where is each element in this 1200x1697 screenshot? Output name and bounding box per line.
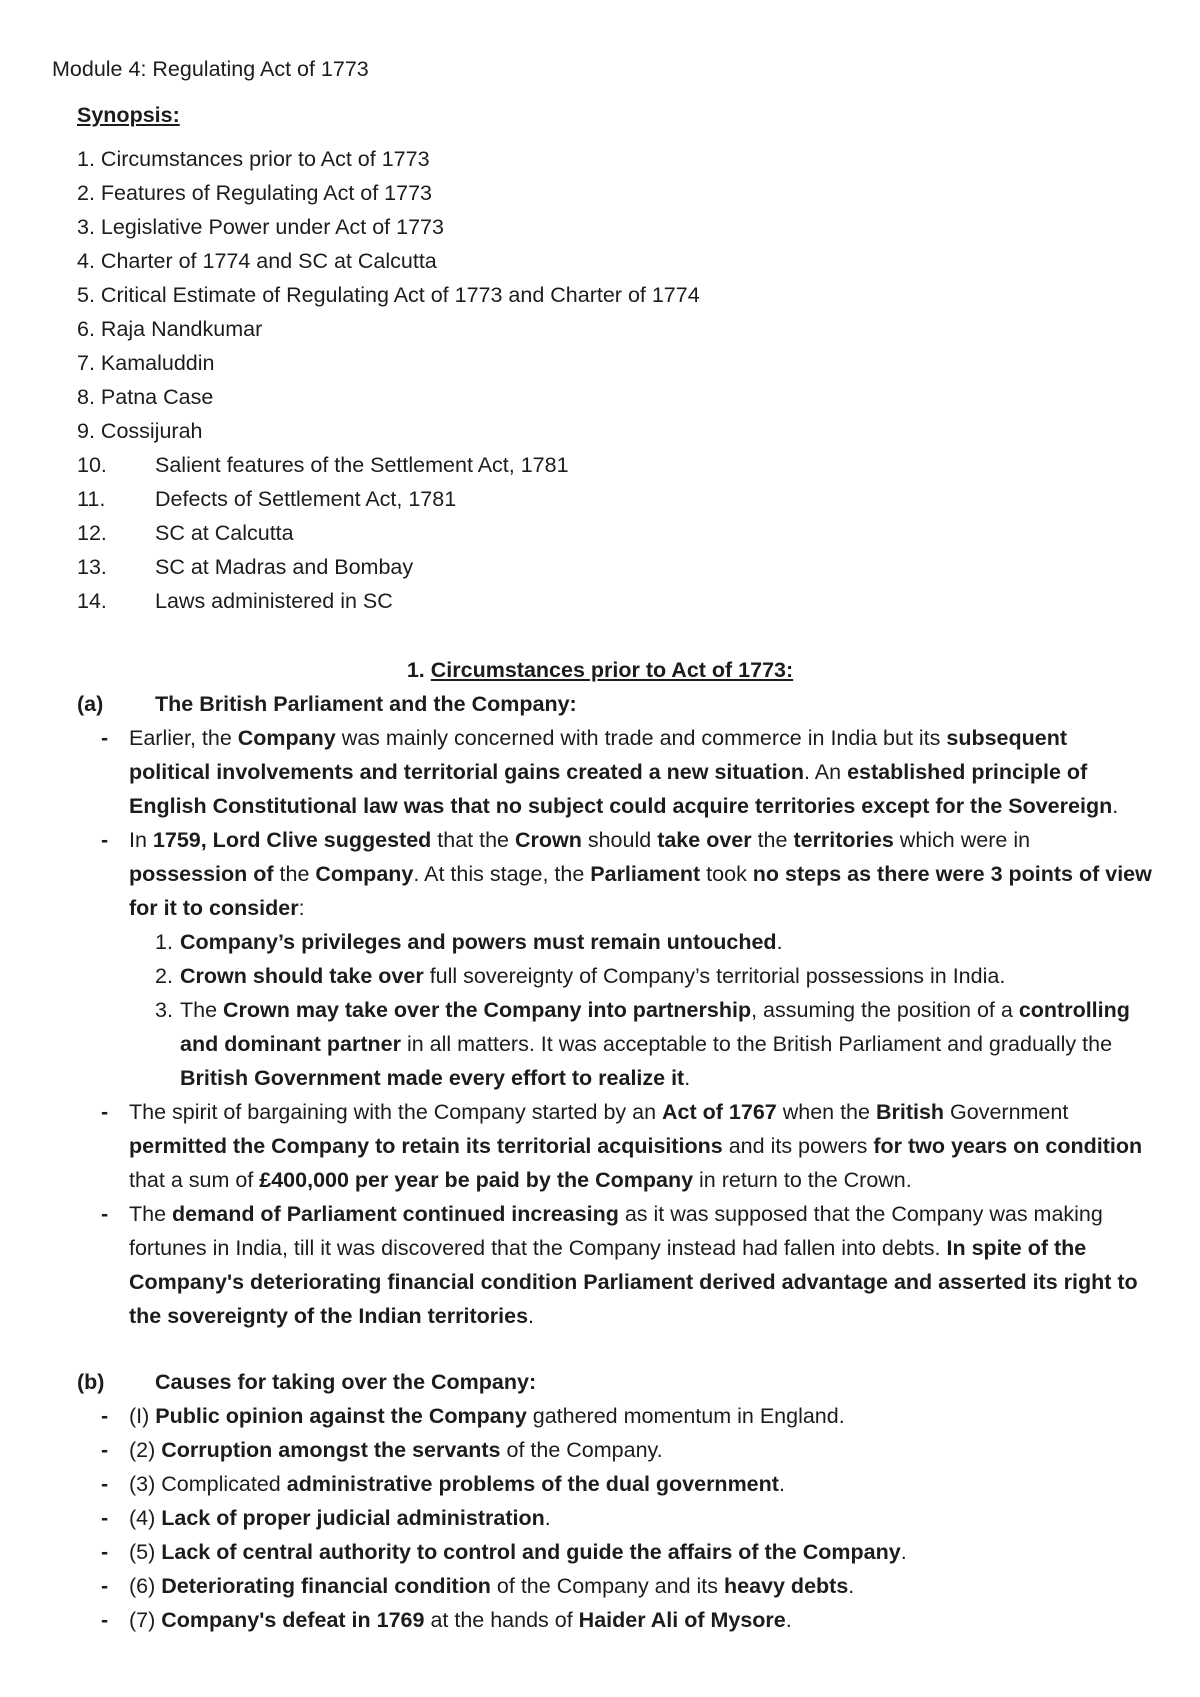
bold-run: established principle of English Constitutional law was that no subject could acquire territories except for the Sovereign [129, 760, 1113, 818]
cause-item [0, 1603, 1200, 1637]
text-run: the [751, 828, 794, 852]
synopsis-item [77, 380, 700, 414]
text-run: of the Company and its [490, 1574, 724, 1598]
bold-run: Public opinion against the Company [155, 1404, 527, 1428]
synopsis-item [77, 312, 700, 346]
text-run: which were in [893, 828, 1031, 852]
bold-run: Crown should take over [180, 964, 424, 988]
synopsis-item-text: Legislative Power under Act of 1773 [100, 215, 444, 239]
bold-run: 1759, Lord Clive suggested [152, 828, 432, 852]
text-run: , assuming the position of a [751, 998, 1019, 1022]
text-run: should [581, 828, 658, 852]
section-title [0, 653, 1200, 687]
text-run: . [848, 1574, 855, 1598]
text-run: . [778, 1472, 785, 1496]
synopsis-list [77, 142, 700, 618]
text-run: in all matters. It was acceptable to the British Parliament and gradually the [400, 1032, 1113, 1056]
module-title: Module 4: Regulating Act of 1773 [52, 57, 369, 81]
text-run: . [528, 1304, 535, 1328]
paragraph-item [0, 1197, 1200, 1333]
text-run: The [129, 1202, 173, 1226]
section-number: 1. [406, 658, 425, 682]
cause-item [0, 1535, 1200, 1569]
bold-run: Deteriorating financial condition [161, 1574, 491, 1598]
synopsis-item [77, 142, 700, 176]
viewpoint-item [129, 993, 1152, 1095]
text-run: . [785, 1608, 792, 1632]
bold-run: demand of Parliament continued increasing [172, 1202, 619, 1226]
synopsis-item-number: 11. [77, 487, 106, 511]
text-run: . [1112, 794, 1119, 818]
synopsis-item [77, 550, 700, 584]
synopsis-item [77, 278, 700, 312]
bold-run: Lack of proper judicial administration [161, 1506, 545, 1530]
text-run: (2) [129, 1438, 162, 1462]
bold-run: Corruption amongst the servants [161, 1438, 501, 1462]
subsection-a-title: The British Parliament and the Company: [155, 692, 577, 716]
text-run: . [684, 1066, 691, 1090]
cause-item [0, 1433, 1200, 1467]
causes-list [0, 1399, 1200, 1637]
bold-run: possession of [129, 862, 274, 886]
viewpoint-number: 2. [155, 964, 173, 988]
synopsis-item-text: Critical Estimate of Regulating Act of 1773 and Charter of 1774 [100, 283, 700, 307]
text-run: Earlier, the [129, 726, 238, 750]
cause-item [0, 1569, 1200, 1603]
paragraph-item [0, 823, 1200, 1095]
synopsis-item-number: 1. [77, 147, 95, 171]
text-run: . An [804, 760, 848, 784]
text-run: : [298, 896, 305, 920]
synopsis-item [77, 346, 700, 380]
viewpoint-item [129, 925, 1152, 959]
synopsis-item-number: 9. [77, 419, 95, 443]
synopsis-item [77, 244, 700, 278]
synopsis-item-text: Circumstances prior to Act of 1773 [100, 147, 430, 171]
synopsis-item-text: Laws administered in SC [155, 589, 393, 613]
synopsis-item [77, 584, 700, 618]
bold-run: Company [237, 726, 336, 750]
text-run: (I) [129, 1404, 156, 1428]
synopsis-item [77, 210, 700, 244]
synopsis-item-number: 10. [77, 453, 107, 477]
synopsis-item-text: Salient features of the Settlement Act, 1781 [155, 453, 569, 477]
synopsis-item-text: Cossijurah [100, 419, 203, 443]
subsection-b-heading [77, 1365, 536, 1399]
subsection-b-title: Causes for taking over the Company: [155, 1370, 537, 1394]
paragraph-item [0, 1095, 1200, 1197]
synopsis-item-number: 4. [77, 249, 95, 273]
bold-run: take over [657, 828, 752, 852]
bold-run: Crown may take over the Company into partnership [223, 998, 752, 1022]
synopsis-item [77, 516, 700, 550]
text-run: took [700, 862, 753, 886]
bold-run: British Government made every effort to realize it [180, 1066, 685, 1090]
text-run: (3) Complicated [129, 1472, 287, 1496]
text-run: . [544, 1506, 551, 1530]
cause-item [0, 1399, 1200, 1433]
viewpoints-list [129, 925, 1152, 1095]
text-run: The [180, 998, 224, 1022]
bold-run: subsequent political involvements and territorial gains created a new situation [129, 726, 1068, 784]
bold-run: Lack of central authority to control and guide the affairs of the Company [161, 1540, 901, 1564]
text-run: when the [776, 1100, 876, 1124]
bold-run: In spite of the Company's deteriorating financial condition Parliament derived advantage and asserted its right to the sovereignty of the Indian territories [129, 1236, 1138, 1328]
bold-run: Company’s privileges and powers must remain untouched [180, 930, 777, 954]
text-run: in return to the Crown. [693, 1168, 912, 1192]
cause-item [0, 1467, 1200, 1501]
text-run: that the [431, 828, 515, 852]
bold-run: for two years on condition [873, 1134, 1143, 1158]
text-run: of the Company. [500, 1438, 663, 1462]
synopsis-item-number: 6. [77, 317, 95, 341]
text-run: The spirit of bargaining with the Company started by an [129, 1100, 663, 1124]
paragraph-item [0, 721, 1200, 823]
bold-run: British [875, 1100, 945, 1124]
synopsis-item-number: 5. [77, 283, 95, 307]
subsection-a-list [0, 721, 1200, 1333]
synopsis-item-number: 14. [77, 589, 107, 613]
viewpoint-number: 1. [155, 930, 173, 954]
synopsis-item-number: 8. [77, 385, 95, 409]
synopsis-item-number: 7. [77, 351, 95, 375]
bold-run: £400,000 per year be paid by the Company [259, 1168, 694, 1192]
text-run: (4) [129, 1506, 162, 1530]
text-run: the [273, 862, 316, 886]
bold-run: territories [793, 828, 894, 852]
bold-run: controlling and dominant partner [180, 998, 1130, 1056]
synopsis-item [77, 482, 700, 516]
subsection-b-letter: (b) [77, 1370, 105, 1394]
text-run: as it was supposed that the Company was making fortunes in India, till it was discovered that the Company instead had fallen into debts. [129, 1202, 1103, 1260]
cause-item [0, 1501, 1200, 1535]
synopsis-item-text: Patna Case [100, 385, 214, 409]
synopsis-item-text: Features of Regulating Act of 1773 [100, 181, 432, 205]
synopsis-item-number: 3. [77, 215, 95, 239]
subsection-a-heading [77, 687, 577, 721]
text-run: (6) [129, 1574, 162, 1598]
text-run: . [900, 1540, 907, 1564]
text-run: at the hands of [424, 1608, 579, 1632]
subsection-a-letter: (a) [77, 692, 104, 716]
section-title-text: Circumstances prior to Act of 1773: [430, 658, 794, 682]
bold-run: Crown [514, 828, 582, 852]
bold-run: Act of 1767 [662, 1100, 777, 1124]
synopsis-item [77, 448, 700, 482]
text-run: was mainly concerned with trade and commerce in India but its [335, 726, 947, 750]
synopsis-item-text: Defects of Settlement Act, 1781 [155, 487, 457, 511]
text-run: and its powers [722, 1134, 874, 1158]
text-run: (7) [129, 1608, 162, 1632]
synopsis-item [77, 414, 700, 448]
synopsis-item-number: 13. [77, 555, 107, 579]
synopsis-item-text: SC at Calcutta [155, 521, 294, 545]
text-run: . At this stage, the [413, 862, 591, 886]
bold-run: heavy debts [724, 1574, 849, 1598]
text-run: that a sum of [129, 1168, 260, 1192]
text-run: (5) [129, 1540, 162, 1564]
text-run: . [776, 930, 783, 954]
synopsis-item-text: Kamaluddin [100, 351, 215, 375]
bold-run: Company's defeat in 1769 [161, 1608, 425, 1632]
text-run: In [129, 828, 153, 852]
bold-run: no steps as there were 3 points of view for it to consider [129, 862, 1152, 920]
bold-run: Company [315, 862, 414, 886]
bold-run: Parliament [590, 862, 701, 886]
synopsis-item-text: SC at Madras and Bombay [155, 555, 414, 579]
viewpoint-number: 3. [155, 998, 173, 1022]
synopsis-item-number: 2. [77, 181, 95, 205]
bold-run: administrative problems of the dual government [286, 1472, 779, 1496]
synopsis-heading: Synopsis: [77, 103, 180, 127]
synopsis-item-text: Raja Nandkumar [100, 317, 263, 341]
synopsis-item-number: 12. [77, 521, 107, 545]
bold-run: permitted the Company to retain its territorial acquisitions [129, 1134, 723, 1158]
text-run: full sovereignty of Company’s territorial possessions in India. [423, 964, 1006, 988]
viewpoint-item [129, 959, 1152, 993]
bold-run: Haider Ali of Mysore [578, 1608, 786, 1632]
synopsis-item-text: Charter of 1774 and SC at Calcutta [100, 249, 437, 273]
text-run: Government [944, 1100, 1069, 1124]
text-run: gathered momentum in England. [526, 1404, 845, 1428]
synopsis-item [77, 176, 700, 210]
